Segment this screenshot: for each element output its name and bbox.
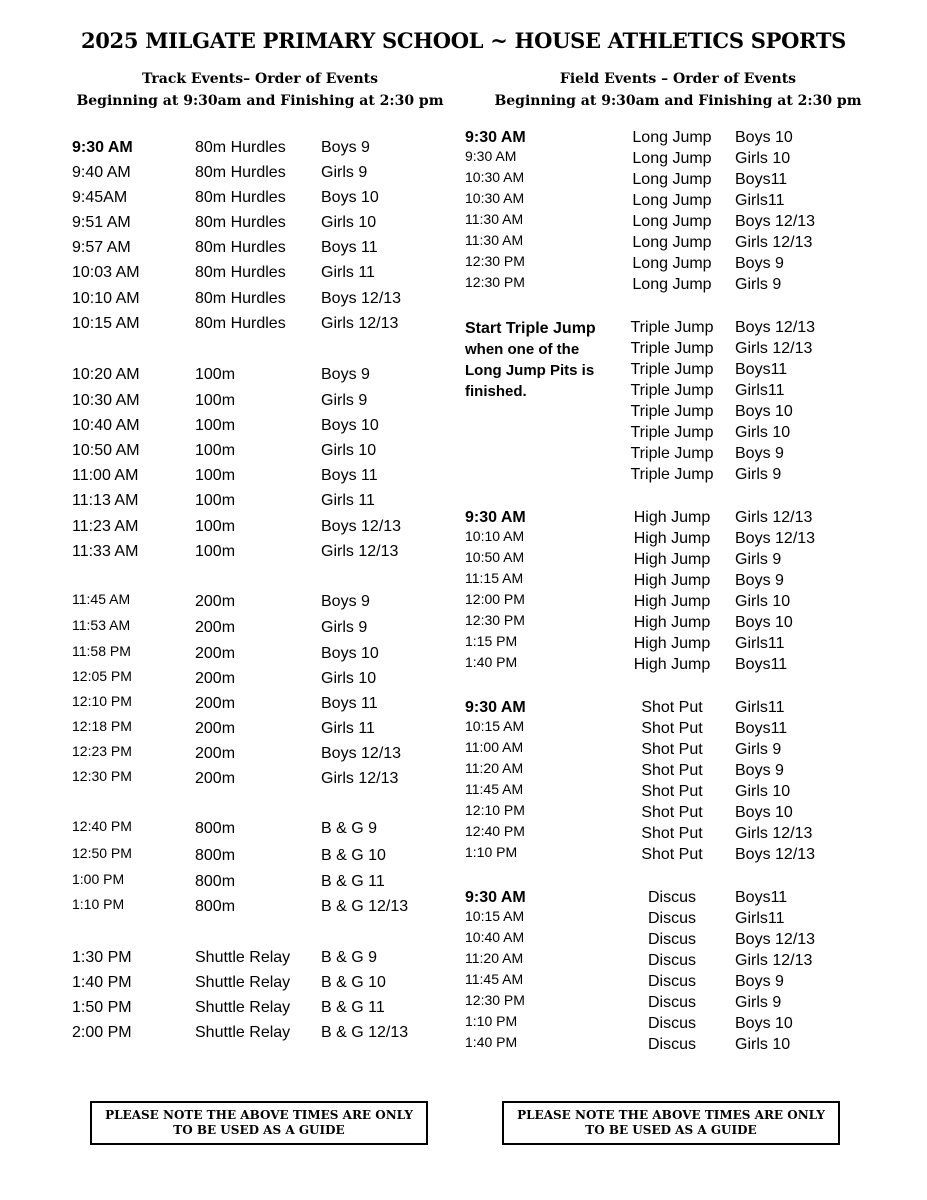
event-time: 9:30 AM [465,699,526,716]
table-row [0,274,927,296]
event-time: 10:30 AM [465,169,525,185]
event-time: 1:40 PM [465,654,518,670]
triple-jump-note-line: finished. [465,383,527,400]
event-name: 200m [195,770,236,787]
event-name: 200m [195,745,236,762]
event-name: Shuttle Relay [195,949,291,966]
event-time: 10:15 AM [465,908,525,924]
event-time: 1:10 PM [72,896,125,912]
table-row [0,253,927,275]
event-name: Shuttle Relay [195,1024,291,1041]
event-division: Boys 12/13 [321,290,402,307]
event-division: Boys11 [735,171,788,188]
event-division: Girls 12/13 [735,509,813,526]
event-name: 200m [195,593,236,610]
event-name: Triple Jump [630,466,714,483]
event-time: 10:10 AM [72,290,140,307]
page-title: 2025 MILGATE PRIMARY SCHOOL ~ HOUSE ATHLETICS SPORTS [80,28,847,53]
event-division: Girls 9 [321,392,368,409]
event-division: Boys 10 [735,614,793,631]
event-division: Girls 10 [735,783,791,800]
table-row [0,190,927,212]
event-division: Girls 12/13 [321,315,399,332]
event-name: 80m Hurdles [195,264,286,281]
table-row [0,760,927,782]
field-events-heading [488,68,868,112]
event-name: High Jump [633,593,711,610]
event-time: 12:40 PM [465,823,525,839]
event-time: 1:10 PM [465,844,518,860]
event-name: 100m [195,492,236,509]
event-time: 10:30 AM [465,190,525,206]
event-name: Long Jump [632,171,712,188]
table-row [0,1013,927,1035]
event-name: Shot Put [641,825,703,842]
event-time: 11:20 AM [465,760,524,776]
event-time: 12:30 PM [72,768,132,784]
event-name: Shot Put [641,699,703,716]
event-name: Discus [647,1036,696,1053]
event-time: 12:10 PM [465,802,525,818]
event-time: 12:40 PM [72,818,132,834]
event-division: B & G 10 [321,974,386,991]
event-division: Boys 9 [735,255,784,272]
event-time: 9:40 AM [72,164,131,181]
table-row [0,697,927,719]
event-name: Shot Put [641,804,703,821]
event-name: Long Jump [632,150,712,167]
table-row [0,971,927,993]
event-name: 100m [195,392,236,409]
event-division: Boys 9 [735,762,784,779]
event-name: 800m [195,847,236,864]
event-name: 80m Hurdles [195,164,286,181]
event-division: Boys 10 [321,417,379,434]
event-division: Boys 12/13 [735,530,816,547]
event-name: 100m [195,467,236,484]
event-division: Boys 11 [321,695,378,712]
event-name: Long Jump [632,192,712,209]
event-division: Girls 12/13 [321,770,399,787]
table-row [0,317,927,339]
event-name: Shot Put [641,720,703,737]
event-time: 10:15 AM [465,718,525,734]
event-time: 11:53 AM [72,617,131,633]
event-name: High Jump [633,614,711,631]
event-division: Girls 9 [321,164,368,181]
event-division: Boys 12/13 [735,931,816,948]
event-division: Boys 10 [321,189,379,206]
table-row [0,169,927,191]
event-name: Long Jump [632,213,712,230]
event-name: 100m [195,417,236,434]
table-row [0,211,927,233]
event-division: Girls 9 [735,741,782,758]
event-time: 11:30 AM [465,232,524,248]
track-heading-times: Beginning at 9:30am and Finishing at 2:30 pm [76,93,444,109]
event-time: 10:10 AM [465,528,525,544]
event-time: 1:00 PM [72,871,125,887]
event-division: Girls 9 [735,466,782,483]
event-name: Shuttle Relay [195,999,291,1016]
event-division: Girls 12/13 [321,543,399,560]
event-name: 800m [195,820,236,837]
event-division: Boys 10 [735,804,793,821]
event-name: High Jump [633,572,711,589]
event-name: 80m Hurdles [195,214,286,231]
table-row [0,401,927,423]
event-time: 1:15 PM [465,633,518,649]
event-name: Triple Jump [630,361,714,378]
table-row [0,148,927,170]
table-row [0,591,927,613]
event-name: Discus [647,1015,696,1032]
event-division: Girls 10 [735,1036,791,1053]
event-name: Long Jump [632,129,712,146]
event-time: 11:45 AM [465,971,524,987]
event-division: Boys 10 [735,403,793,420]
event-division: Girls 10 [735,593,791,610]
event-division: Girls 10 [321,670,377,687]
triple-jump-note-line: Start Triple Jump [465,320,596,337]
table-row [0,823,927,845]
event-time: 9:30 AM [72,139,133,156]
event-name: Shot Put [641,741,703,758]
table-row [0,908,927,930]
table-row [0,422,927,444]
table-row [0,718,927,740]
event-time: 1:50 PM [72,999,132,1016]
event-division: Boys 11 [321,239,378,256]
event-time: 10:50 AM [465,549,525,565]
event-time: 9:30 AM [465,889,526,906]
event-time: 1:40 PM [465,1034,518,1050]
table-row [0,1034,927,1056]
triple-jump-note-line: Long Jump Pits is [465,362,595,379]
event-name: Shot Put [641,762,703,779]
table-row [0,781,927,803]
table-row [0,464,927,486]
event-time: 12:05 PM [72,668,132,684]
event-time: 9:45AM [72,189,128,206]
event-division: Boys 10 [321,645,379,662]
event-name: 200m [195,695,236,712]
event-division: Boys 9 [735,572,784,589]
event-time: 9:30 AM [465,509,526,526]
event-name: 80m Hurdles [195,290,286,307]
event-division: B & G 9 [321,820,378,837]
event-division: Boys 9 [321,593,370,610]
event-time: 11:45 AM [465,781,524,797]
event-time: 9:30 AM [465,148,517,164]
event-name: Shot Put [641,783,703,800]
event-division: Girls 10 [321,442,377,459]
event-name: Discus [647,931,696,948]
table-row [0,654,927,676]
event-time: 10:03 AM [72,264,140,281]
event-division: Boys 12/13 [321,745,402,762]
event-name: High Jump [633,656,711,673]
table-row [0,992,927,1014]
event-name: 800m [195,898,236,915]
event-division: Boys 11 [321,467,378,484]
event-division: Girls11 [735,699,785,716]
event-division: Boys 10 [735,1015,793,1032]
event-time: 1:30 PM [72,949,132,966]
event-division: Girls 12/13 [735,234,813,251]
event-time: 9:51 AM [72,214,131,231]
table-row [0,570,927,592]
disclaimer-box-right: PLEASE NOTE THE ABOVE TIMES ARE ONLY TO BE USED AS A GUIDE [502,1101,840,1145]
event-name: 200m [195,670,236,687]
track-heading-title: Track Events– Order of Events [141,71,379,87]
event-time: 12:30 PM [465,274,525,290]
event-division: Girls 9 [321,619,368,636]
event-name: High Jump [633,551,711,568]
table-row [0,929,927,951]
event-division: Boys 9 [321,366,370,383]
event-name: Long Jump [632,276,712,293]
event-division: B & G 9 [321,949,378,966]
event-time: 11:45 AM [72,591,131,607]
event-division: Girls11 [735,910,785,927]
event-division: Girls 12/13 [735,340,813,357]
event-time: 1:10 PM [465,1013,518,1029]
event-division: Girls 11 [321,492,375,509]
event-name: 200m [195,645,236,662]
event-time: 11:33 AM [72,543,139,560]
event-time: 9:30 AM [465,129,526,146]
table-row [0,507,927,529]
event-time: 10:40 AM [465,929,525,945]
event-division: Boys 10 [735,129,793,146]
event-division: Girls11 [735,382,785,399]
event-time: 11:00 AM [72,467,139,484]
event-name: 80m Hurdles [195,189,286,206]
event-time: 12:10 PM [72,693,132,709]
table-row [0,338,927,360]
triple-jump-note-line: when one of the [465,341,580,358]
event-name: 100m [195,366,236,383]
event-name: Triple Jump [630,382,714,399]
event-time: 11:58 PM [72,643,131,659]
event-name: Discus [647,889,696,906]
event-name: Triple Jump [630,403,714,420]
table-row [0,802,927,824]
table-row [0,739,927,761]
event-division: B & G 10 [321,847,386,864]
event-time: 11:00 AM [465,739,524,755]
event-name: Shuttle Relay [195,974,291,991]
event-division: Girls 9 [735,551,782,568]
field-heading-title: Field Events – Order of Events [559,71,797,87]
table-row [0,232,927,254]
event-time: 10:30 AM [72,392,140,409]
event-time: 1:40 PM [72,974,132,991]
event-time: 12:30 PM [465,992,525,1008]
event-time: 12:23 PM [72,743,132,759]
event-time: 12:30 PM [465,253,525,269]
table-row [0,950,927,972]
event-time: 2:00 PM [72,1024,132,1041]
event-time: 10:20 AM [72,366,140,383]
event-division: Boys 12/13 [321,518,402,535]
event-name: Discus [647,910,696,927]
event-name: Long Jump [632,234,712,251]
event-name: Shot Put [641,846,703,863]
table-row [0,887,927,909]
event-time: 11:30 AM [465,211,524,227]
event-name: 200m [195,720,236,737]
track-events-heading [70,68,450,112]
event-time: 12:30 PM [465,612,525,628]
event-division: Girls 9 [735,994,782,1011]
event-division: Girls 11 [321,264,375,281]
event-time: 12:18 PM [72,718,132,734]
event-name: Long Jump [632,255,712,272]
event-time: 11:13 AM [72,492,139,509]
event-time: 10:50 AM [72,442,140,459]
event-division: Boys11 [735,889,788,906]
event-division: B & G 12/13 [321,1024,409,1041]
event-division: Boys 9 [735,973,784,990]
event-name: 100m [195,543,236,560]
event-division: Boys11 [735,656,788,673]
table-row [0,127,927,149]
event-name: High Jump [633,509,711,526]
event-name: 200m [195,619,236,636]
event-name: Triple Jump [630,424,714,441]
event-time: 12:00 PM [465,591,525,607]
event-division: Boys 9 [321,139,370,156]
event-time: 11:15 AM [465,570,524,586]
event-name: Triple Jump [630,340,714,357]
table-row [0,549,927,571]
event-division: Girls 12/13 [735,952,813,969]
event-time: 11:23 AM [72,518,139,535]
table-row [0,380,927,402]
table-row [0,359,927,381]
disclaimer-box-left: PLEASE NOTE THE ABOVE TIMES ARE ONLY TO BE USED AS A GUIDE [90,1101,428,1145]
triple-jump-note [465,318,596,402]
event-name: 80m Hurdles [195,315,286,332]
event-name: Triple Jump [630,319,714,336]
event-division: B & G 11 [321,873,385,890]
event-division: Girls 11 [321,720,375,737]
event-division: Girls11 [735,635,785,652]
field-heading-times: Beginning at 9:30am and Finishing at 2:30 pm [494,93,862,109]
event-name: 80m Hurdles [195,139,286,156]
event-name: 100m [195,442,236,459]
event-division: B & G 12/13 [321,898,409,915]
event-name: 80m Hurdles [195,239,286,256]
table-row [0,633,927,655]
event-division: Girls11 [735,192,785,209]
event-division: Girls 10 [735,424,791,441]
event-name: High Jump [633,530,711,547]
event-name: 800m [195,873,236,890]
event-time: 10:40 AM [72,417,140,434]
event-division: Boys 9 [735,445,784,462]
event-name: High Jump [633,635,711,652]
table-row [0,443,927,465]
event-division: Boys11 [735,361,788,378]
event-division: Boys 12/13 [735,213,816,230]
event-division: Boys 12/13 [735,846,816,863]
table-row [0,844,927,866]
event-division: Girls 9 [735,276,782,293]
table-row [0,528,927,550]
event-division: Girls 10 [735,150,791,167]
event-division: Boys 12/13 [735,319,816,336]
event-time: 9:57 AM [72,239,131,256]
event-time: 12:50 PM [72,845,132,861]
event-division: Boys11 [735,720,788,737]
event-name: Discus [647,994,696,1011]
event-name: Discus [647,973,696,990]
event-time: 10:15 AM [72,315,140,332]
event-name: Discus [647,952,696,969]
event-division: B & G 11 [321,999,385,1016]
event-name: Triple Jump [630,445,714,462]
table-row [0,612,927,634]
event-name: 100m [195,518,236,535]
event-time: 11:20 AM [465,950,524,966]
event-division: Girls 12/13 [735,825,813,842]
event-division: Girls 10 [321,214,377,231]
